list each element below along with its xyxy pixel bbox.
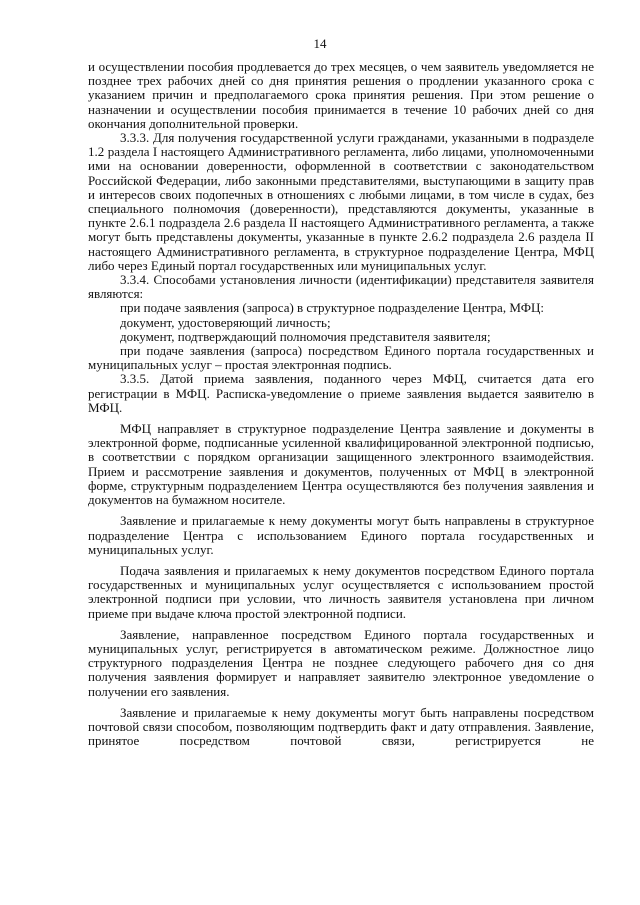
page-number: 14 xyxy=(313,36,327,51)
paragraph-auto-registration: Заявление, направленное посредством Единого портала государственных и муниципальных услуг, регистрируется в автоматическом режиме. Должностное лицо структурного подразделения Центра не позднее следующего рабочего дня со дня получения заявления формирует и направляет заявителю электронное уведомление о получении его заявления. xyxy=(88,626,594,699)
paragraph-mfc-transfer: МФЦ направляет в структурное подразделение Центра заявление и документы в электронной форме, подписанные усиленной квалифицированной электронной подписью, в соответствии с порядком организации защищенного электронного взаимодействия. Прием и рассмотрение заявления и документов, полученных от МФЦ в электронной форме, структурным подразделением Центра осуществляются без получения заявления и документов на бумажном носителе. xyxy=(88,421,594,508)
paragraph-3-3-3: 3.3.3. Для получения государственной услуги гражданами, указанными в подразделе 1.2 раздела I настоящего Административного регламента, либо лицами, уполномоченными ими на основании доверенности, оформленной в соответствии с законодательством Российской Федерации, либо законными представителями, выступающими в защиту прав и интересов своих подопечных в отношениях с любыми лицами, в том числе в судах, без специального полномочия (доверенности), представляются документы, указанные в пункте 2.6.1 подраздела 2.6 раздела II настоящего Административного регламента, а также могут быть представлены документы, указанные в пункте 2.6.2 подраздела 2.6 раздела II настоящего Административного регламента, в структурное подразделение Центра, МФЦ либо через Единый портал государственных или муниципальных услуг. xyxy=(88,130,594,273)
document-body xyxy=(88,60,594,748)
paragraph-identity-document: документ, удостоверяющий личность; xyxy=(120,314,331,330)
paragraph-portal-submission: Заявление и прилагаемые к нему документы могут быть направлены в структурное подразделение Центра с использованием Единого портала государственных и муниципальных услуг. xyxy=(88,513,594,557)
paragraph-3-3-5: 3.3.5. Датой приема заявления, поданного через МФЦ, считается дата его регистрации в МФЦ. Расписка-уведомление о приеме заявления выдается заявителю в МФЦ. xyxy=(88,371,594,415)
paragraph-identification-in-person: при подаче заявления (запроса) в структурное подразделение Центра, МФЦ: xyxy=(120,300,544,316)
paragraph-identification-portal: при подаче заявления (запроса) посредством Единого портала государственных и муниципальных услуг – простая электронная подпись. xyxy=(88,343,594,373)
paragraph-postal-submission: Заявление и прилагаемые к нему документы могут быть направлены посредством почтовой связи способом, позволяющим подтвердить факт и дату отправления. Заявление, принятое посредством почтовой связи, регистрируется не xyxy=(88,704,594,749)
paragraph-simple-signature: Подача заявления и прилагаемых к нему документов посредством Единого портала государственных и муниципальных услуг осуществляется с использованием простой электронной подписи при условии, что личность заявителя установлена при личном приеме при выдаче ключа простой электронной подписи. xyxy=(88,562,594,621)
paragraph-continuation: и осуществлении пособия продлевается до трех месяцев, о чем заявитель уведомляется не позднее трех рабочих дней со дня принятия решения о продлении указанного срока с указанием причин и предполагаемого срока принятия решения. При этом решение о назначении и осуществлении пособия принимается в течение 10 рабочих дней со дня окончания дополнительной проверки. xyxy=(88,59,594,131)
paragraph-authority-document: документ, подтверждающий полномочия представителя заявителя; xyxy=(120,328,491,344)
paragraph-3-3-4: 3.3.4. Способами установления личности (идентификации) представителя заявителя являются: xyxy=(88,272,594,302)
